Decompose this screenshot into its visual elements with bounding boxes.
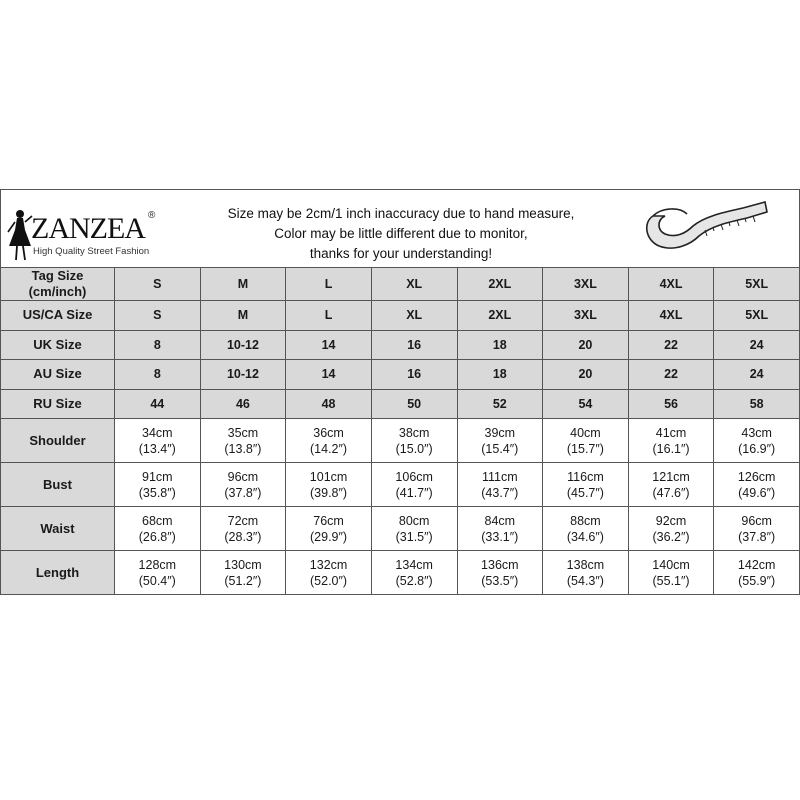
measurement-cell	[115, 507, 201, 551]
measurement-cm: 41cm	[655, 425, 687, 440]
size-cell: XL	[371, 301, 457, 331]
size-cell: 10-12	[200, 360, 286, 390]
measurement-cm: 142cm	[737, 557, 776, 572]
measurement-inch: (15.4″)	[481, 441, 519, 456]
size-cell: 54	[543, 389, 629, 419]
size-cell: L	[286, 268, 372, 301]
row-header: Waist	[1, 507, 115, 551]
size-cell: 3XL	[543, 268, 629, 301]
measurement-inch: (52.8″)	[395, 573, 433, 588]
measurement-cm: 88cm	[570, 513, 601, 528]
size-cell: 18	[457, 360, 543, 390]
row-header: Bust	[1, 463, 115, 507]
measurement-inch: (53.5″)	[481, 573, 519, 588]
measurement-cm: 84cm	[484, 513, 516, 528]
measurement-inch: (49.6″)	[738, 485, 776, 500]
measurement-inch: (34.6″)	[566, 529, 604, 544]
row-header	[1, 330, 115, 360]
measurement-inch: (37.8″)	[738, 529, 776, 544]
size-cell: 58	[714, 389, 800, 419]
measurement-cell	[714, 551, 800, 595]
measurement-cell	[371, 551, 457, 595]
measurement-cell	[115, 551, 201, 595]
measurement-cell	[628, 463, 714, 507]
brand-tagline: High Quality Street Fashion	[33, 246, 150, 257]
measurement-inch: (50.4″)	[138, 573, 176, 588]
measurement-inch: (36.2″)	[652, 529, 690, 544]
measurement-inch: (33.1″)	[481, 529, 519, 544]
measurement-cell	[543, 507, 629, 551]
measurement-cell	[543, 463, 629, 507]
size-cell: 8	[115, 330, 201, 360]
measurement-cell	[628, 507, 714, 551]
measurement-inch: (43.7″)	[481, 485, 519, 500]
measurement-cm: 96cm	[227, 469, 259, 484]
row-header-label: AU Size	[33, 366, 82, 382]
measurement-cell	[371, 419, 457, 463]
size-cell: 14	[286, 360, 372, 390]
measurement-cm: 36cm	[313, 425, 344, 440]
measurement-inch: (55.9″)	[738, 573, 776, 588]
measurement-cell	[457, 419, 543, 463]
measurement-cell	[628, 419, 714, 463]
size-cell: 10-12	[200, 330, 286, 360]
size-cell: 24	[714, 360, 800, 390]
measurement-cell	[543, 419, 629, 463]
notice-line-3: thanks for your understanding!	[309, 246, 493, 261]
size-cell: 20	[543, 330, 629, 360]
size-cell: 56	[628, 389, 714, 419]
size-cell: 14	[286, 330, 372, 360]
measurement-inch: (54.3″)	[566, 573, 604, 588]
measurement-inch: (29.9″)	[310, 529, 348, 544]
size-cell: 46	[200, 389, 286, 419]
size-cell: 48	[286, 389, 372, 419]
size-cell: 5XL	[714, 301, 800, 331]
size-cell: M	[200, 268, 286, 301]
size-cell: M	[200, 301, 286, 331]
size-chart	[0, 189, 800, 602]
measurement-cm: 91cm	[142, 469, 173, 484]
measurement-cell	[714, 463, 800, 507]
measurement-cell	[371, 463, 457, 507]
table-row	[1, 463, 800, 507]
measurement-cm: 34cm	[142, 425, 173, 440]
measurement-inch: (52.0″)	[310, 573, 348, 588]
size-cell: 50	[371, 389, 457, 419]
size-cell: XL	[371, 268, 457, 301]
size-cell: S	[115, 301, 201, 331]
measurement-cell	[371, 507, 457, 551]
measurement-inch: (35.8″)	[138, 485, 176, 500]
row-header: Length	[1, 551, 115, 595]
measurement-cell	[286, 419, 372, 463]
measurement-inch: (16.1″)	[652, 441, 690, 456]
measurement-cell	[457, 463, 543, 507]
measurement-cell	[714, 419, 800, 463]
measurement-cm: 106cm	[395, 469, 433, 484]
measurement-inch: (28.3″)	[224, 529, 262, 544]
measurement-inch: (31.5″)	[395, 529, 433, 544]
table-row	[1, 389, 800, 419]
measurement-cm: 76cm	[313, 513, 344, 528]
measurement-cell	[200, 507, 286, 551]
table-row	[1, 419, 800, 463]
row-header-sublabel: (cm/inch)	[28, 284, 87, 299]
measurement-cm: 101cm	[309, 469, 348, 484]
table-row	[1, 301, 800, 331]
measuring-tape-icon	[639, 200, 771, 258]
measurement-inch: (16.9″)	[738, 441, 776, 456]
measurement-cm: 80cm	[398, 513, 430, 528]
measurement-inch: (13.4″)	[138, 441, 176, 456]
measurement-inch: (37.8″)	[224, 485, 262, 500]
size-cell: 2XL	[457, 268, 543, 301]
measurement-inch: (15.0″)	[395, 441, 433, 456]
measurement-cm: 40cm	[570, 425, 601, 440]
chart-header	[0, 189, 800, 268]
measurement-cell	[115, 419, 201, 463]
measurement-inch: (14.2″)	[310, 441, 348, 456]
size-table	[0, 267, 800, 595]
measurement-cm: 134cm	[395, 557, 433, 572]
measurement-cm: 132cm	[309, 557, 348, 572]
measurement-inch: (55.1″)	[652, 573, 690, 588]
measurement-cm: 35cm	[227, 425, 259, 440]
measurement-cell	[714, 507, 800, 551]
measurement-cm: 43cm	[741, 425, 772, 440]
size-cell: L	[286, 301, 372, 331]
size-cell: 18	[457, 330, 543, 360]
measurement-cm: 39cm	[484, 425, 516, 440]
measurement-cm: 96cm	[741, 513, 772, 528]
measurement-cell	[200, 551, 286, 595]
measurement-cm: 128cm	[138, 557, 177, 572]
measurement-cm: 116cm	[567, 469, 604, 484]
measurement-cm: 38cm	[398, 425, 430, 440]
table-row	[1, 551, 800, 595]
measurement-inch: (41.7″)	[395, 485, 433, 500]
row-header	[1, 389, 115, 419]
measurement-inch: (15.7″)	[566, 441, 604, 456]
row-header-label: RU Size	[33, 395, 82, 411]
measurement-notice	[196, 204, 606, 264]
measurement-cell	[628, 551, 714, 595]
table-row	[1, 360, 800, 390]
measurement-cell	[457, 507, 543, 551]
size-cell: 44	[115, 389, 201, 419]
size-cell: S	[115, 268, 201, 301]
measurement-cm: 138cm	[566, 557, 605, 572]
measurement-inch: (47.6″)	[652, 485, 690, 500]
row-header-label: Tag Size	[31, 268, 84, 283]
brand-logo	[5, 204, 165, 262]
measurement-cell	[286, 551, 372, 595]
size-cell: 16	[371, 360, 457, 390]
size-cell: 5XL	[714, 268, 800, 301]
measurement-cell	[286, 463, 372, 507]
measurement-inch: (26.8″)	[138, 529, 176, 544]
row-header	[1, 268, 115, 301]
measurement-inch: (13.8″)	[224, 441, 262, 456]
size-cell: 52	[457, 389, 543, 419]
measurement-cell	[286, 507, 372, 551]
measurement-inch: (39.8″)	[310, 485, 348, 500]
size-cell: 22	[628, 330, 714, 360]
table-row	[1, 268, 800, 301]
measurement-cm: 130cm	[224, 557, 262, 572]
measurement-cell	[457, 551, 543, 595]
size-cell: 16	[371, 330, 457, 360]
brand-name: ZANZEA	[31, 212, 145, 245]
size-cell: 20	[543, 360, 629, 390]
measurement-inch: (51.2″)	[224, 573, 262, 588]
measurement-cm: 126cm	[737, 469, 776, 484]
registered-mark: ®	[148, 210, 156, 221]
table-row	[1, 507, 800, 551]
measurement-inch: (45.7″)	[566, 485, 604, 500]
size-cell: 3XL	[543, 301, 629, 331]
measurement-cell	[200, 463, 286, 507]
measurement-cm: 72cm	[227, 513, 259, 528]
row-header: Shoulder	[1, 419, 115, 463]
notice-line-2: Color may be little different due to monitor,	[274, 226, 528, 241]
measurement-cm: 140cm	[652, 557, 690, 572]
size-cell: 2XL	[457, 301, 543, 331]
size-cell: 8	[115, 360, 201, 390]
measurement-cm: 68cm	[142, 513, 173, 528]
row-header	[1, 360, 115, 390]
measurement-cm: 111cm	[481, 469, 518, 484]
measurement-cm: 121cm	[652, 469, 690, 484]
measurement-cm: 136cm	[481, 557, 519, 572]
row-header-label: US/CA Size	[22, 307, 93, 323]
row-header	[1, 301, 115, 331]
measurement-cell	[115, 463, 201, 507]
table-row	[1, 330, 800, 360]
size-cell: 4XL	[628, 268, 714, 301]
measurement-cell	[543, 551, 629, 595]
row-header-label: UK Size	[33, 336, 82, 352]
size-cell: 22	[628, 360, 714, 390]
measurement-cell	[200, 419, 286, 463]
measurement-cm: 92cm	[655, 513, 687, 528]
size-cell: 4XL	[628, 301, 714, 331]
notice-line-1: Size may be 2cm/1 inch inaccuracy due to hand measure,	[227, 206, 575, 221]
size-cell: 24	[714, 330, 800, 360]
